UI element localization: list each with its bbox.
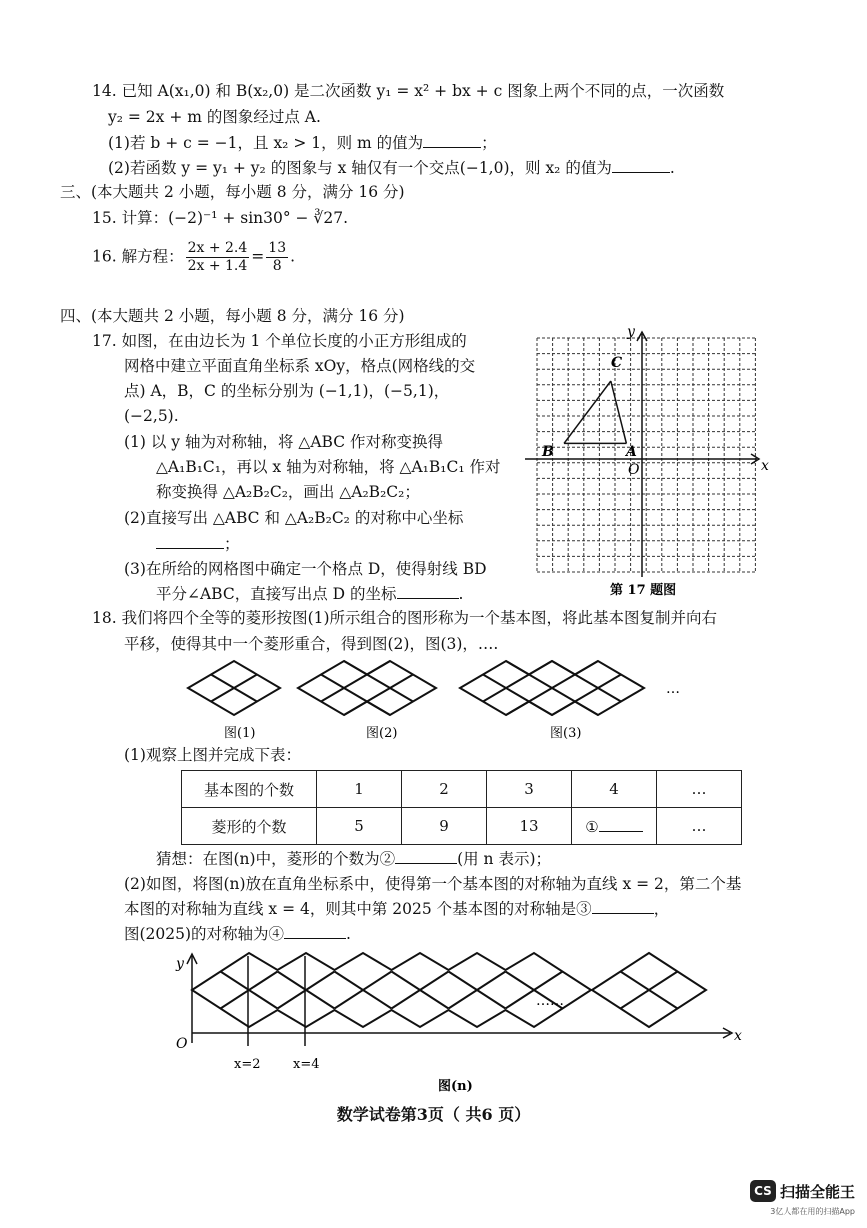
axis-y-label: y — [176, 956, 184, 972]
table-cell: … — [657, 771, 742, 808]
section3-heading: 三、(本大题共 2 小题，每小题 8 分，满分 16 分) — [60, 183, 405, 201]
point-c-label: C — [611, 355, 623, 371]
q16-fraction-left: $\frac{2x + 2.4}{2x + 1.4}$ — [187, 240, 248, 274]
table-cell: … — [657, 808, 742, 845]
table-cell: 9 — [402, 808, 487, 845]
table-cell: 3 — [487, 771, 572, 808]
q17-line: (3)在所给的网格图中确定一个格点 D，使得射线 BD — [124, 560, 487, 578]
table-cell: 5 — [317, 808, 402, 845]
q14-line1: 14. 已知 A(x₁,0) 和 B(x₂,0) 是二次函数 y₁ = x² + bx + c 图象上两个不同的点，一次函数 — [92, 82, 725, 100]
point-b-label: B — [542, 444, 554, 460]
axis-x-label: x — [761, 458, 769, 474]
last-basic-figure — [592, 953, 706, 1027]
q16-fraction-right: $\frac{13}{8}$ — [268, 240, 287, 274]
q17-line: 称变换得 △A₂B₂C₂，画出 △A₂B₂C₂； — [156, 483, 420, 501]
q17-line: (2)直接写出 △ABC 和 △A₂B₂C₂ 的对称中心坐标 — [124, 509, 464, 527]
answer-blank[interactable] — [284, 924, 346, 939]
origin-label: O — [628, 462, 640, 478]
figure-n — [168, 948, 758, 1098]
figure-3-label: 图(3) — [550, 726, 582, 741]
table-cell-blank[interactable]: ① — [572, 808, 657, 845]
rhombus-chain — [192, 953, 591, 1027]
table-cell: 2 — [402, 771, 487, 808]
q18-part2-line1: (2)如图，将图(n)放在直角坐标系中，使得第一个基本图的对称轴为直线 x = 2，第二个基 — [124, 875, 742, 893]
table-cell: 4 — [572, 771, 657, 808]
figure-2-label: 图(2) — [366, 726, 398, 741]
x2-label: x=2 — [234, 1057, 261, 1072]
figure-n-caption: 图(n) — [438, 1079, 473, 1094]
table-header-cell: 基本图的个数 — [182, 771, 317, 808]
q14-part2: (2)若函数 y = y₁ + y₂ 的图象与 x 轴仅有一个交点(−1,0)，则 x₂ 的值为 . — [108, 159, 675, 177]
q18-guess: 猜想：在图(n)中，菱形的个数为② (用 n 表示)； — [156, 850, 552, 868]
figure-1-rhombuses — [188, 661, 280, 715]
scanner-watermark — [750, 1180, 855, 1216]
q17-line: 平分∠ABC，直接写出点 D 的坐标 . — [156, 585, 464, 603]
q17-line: 点) A，B，C 的坐标分别为 (−1,1)，(−5,1)， — [124, 382, 450, 400]
q18-line1: 18. 我们将四个全等的菱形按图(1)所示组合的图形称为一个基本图，将此基本图复制并向右 — [92, 609, 718, 627]
axis-x-label: x — [734, 1028, 742, 1044]
watermark-sub: 3亿人都在用的扫描App — [770, 1207, 855, 1216]
table-header-cell: 菱形的个数 — [182, 808, 317, 845]
q18-part2-line3: 图(2025)的对称轴为④ . — [124, 925, 351, 943]
q15: 15. 计算：(−2)⁻¹ + sin30° − ∛27. — [92, 209, 348, 227]
q14-line2: y₂ = 2x + m 的图象经过点 A. — [108, 108, 321, 126]
origin-label: O — [176, 1036, 188, 1052]
q17-grid-figure — [525, 322, 775, 600]
q17-line: (−2,5). — [124, 407, 179, 425]
q16: 16. 解方程： $\frac{2x + 2.4}{2x + 1.4}$ = $\frac{13}{8}$ . — [92, 240, 296, 274]
figure-3-rhombuses — [460, 661, 644, 715]
answer-blank[interactable] — [156, 534, 224, 549]
answer-blank[interactable] — [397, 584, 459, 599]
figure-1-label: 图(1) — [224, 726, 256, 741]
page-footer: 数学试卷第3页（ 共6 页） — [336, 1105, 531, 1124]
triangle-side-bc — [564, 381, 611, 443]
q17-line: ； — [156, 533, 240, 555]
q18-line2: 平移，使得其中一个菱形重合，得到图(2)，图(3)，…. — [124, 635, 499, 653]
table-row — [182, 808, 742, 845]
grid-lines — [537, 338, 755, 572]
q14-part1: (1)若 b + c = −1，且 x₂ > 1，则 m 的值为 ； — [108, 134, 497, 152]
triangle-side-ca — [611, 381, 627, 443]
answer-blank[interactable] — [599, 817, 643, 832]
figure-2-rhombuses — [298, 661, 436, 715]
cs-logo-icon: CS — [750, 1180, 776, 1202]
watermark-name: 扫描全能王 — [779, 1182, 855, 1201]
q17-figure-caption: 第 17 题图 — [610, 583, 677, 598]
answer-blank[interactable] — [395, 849, 457, 864]
answer-blank[interactable] — [423, 133, 481, 148]
figure-n-dots: …… — [536, 993, 564, 1009]
q17-line: 网格中建立平面直角坐标系 xOy，格点(网格线的交 — [124, 357, 476, 375]
q18-part1: (1)观察上图并完成下表： — [124, 746, 301, 764]
x4-label: x=4 — [293, 1057, 320, 1072]
table-cell: 13 — [487, 808, 572, 845]
q18-rhombus-figures — [180, 657, 700, 747]
q18-part2-line2: 本图的对称轴为直线 x = 4，则其中第 2025 个基本图的对称轴是③ ， — [124, 900, 670, 918]
section4-heading: 四、(本大题共 2 小题，每小题 8 分，满分 16 分) — [60, 307, 405, 325]
answer-blank[interactable] — [592, 899, 654, 914]
table-row — [182, 771, 742, 808]
table-cell: 1 — [317, 771, 402, 808]
answer-blank[interactable] — [612, 158, 670, 173]
axis-y-label: y — [627, 324, 635, 340]
q17-line: (1) 以 y 轴为对称轴，将 △ABC 作对称变换得 — [124, 433, 443, 451]
q17-line: △A₁B₁C₁，再以 x 轴为对称轴，将 △A₁B₁C₁ 作对 — [156, 458, 501, 476]
figures-ellipsis: … — [666, 681, 680, 697]
point-a-label: A — [626, 444, 637, 460]
q18-table — [181, 770, 742, 845]
q17-line: 17. 如图，在由边长为 1 个单位长度的小正方形组成的 — [92, 332, 467, 350]
